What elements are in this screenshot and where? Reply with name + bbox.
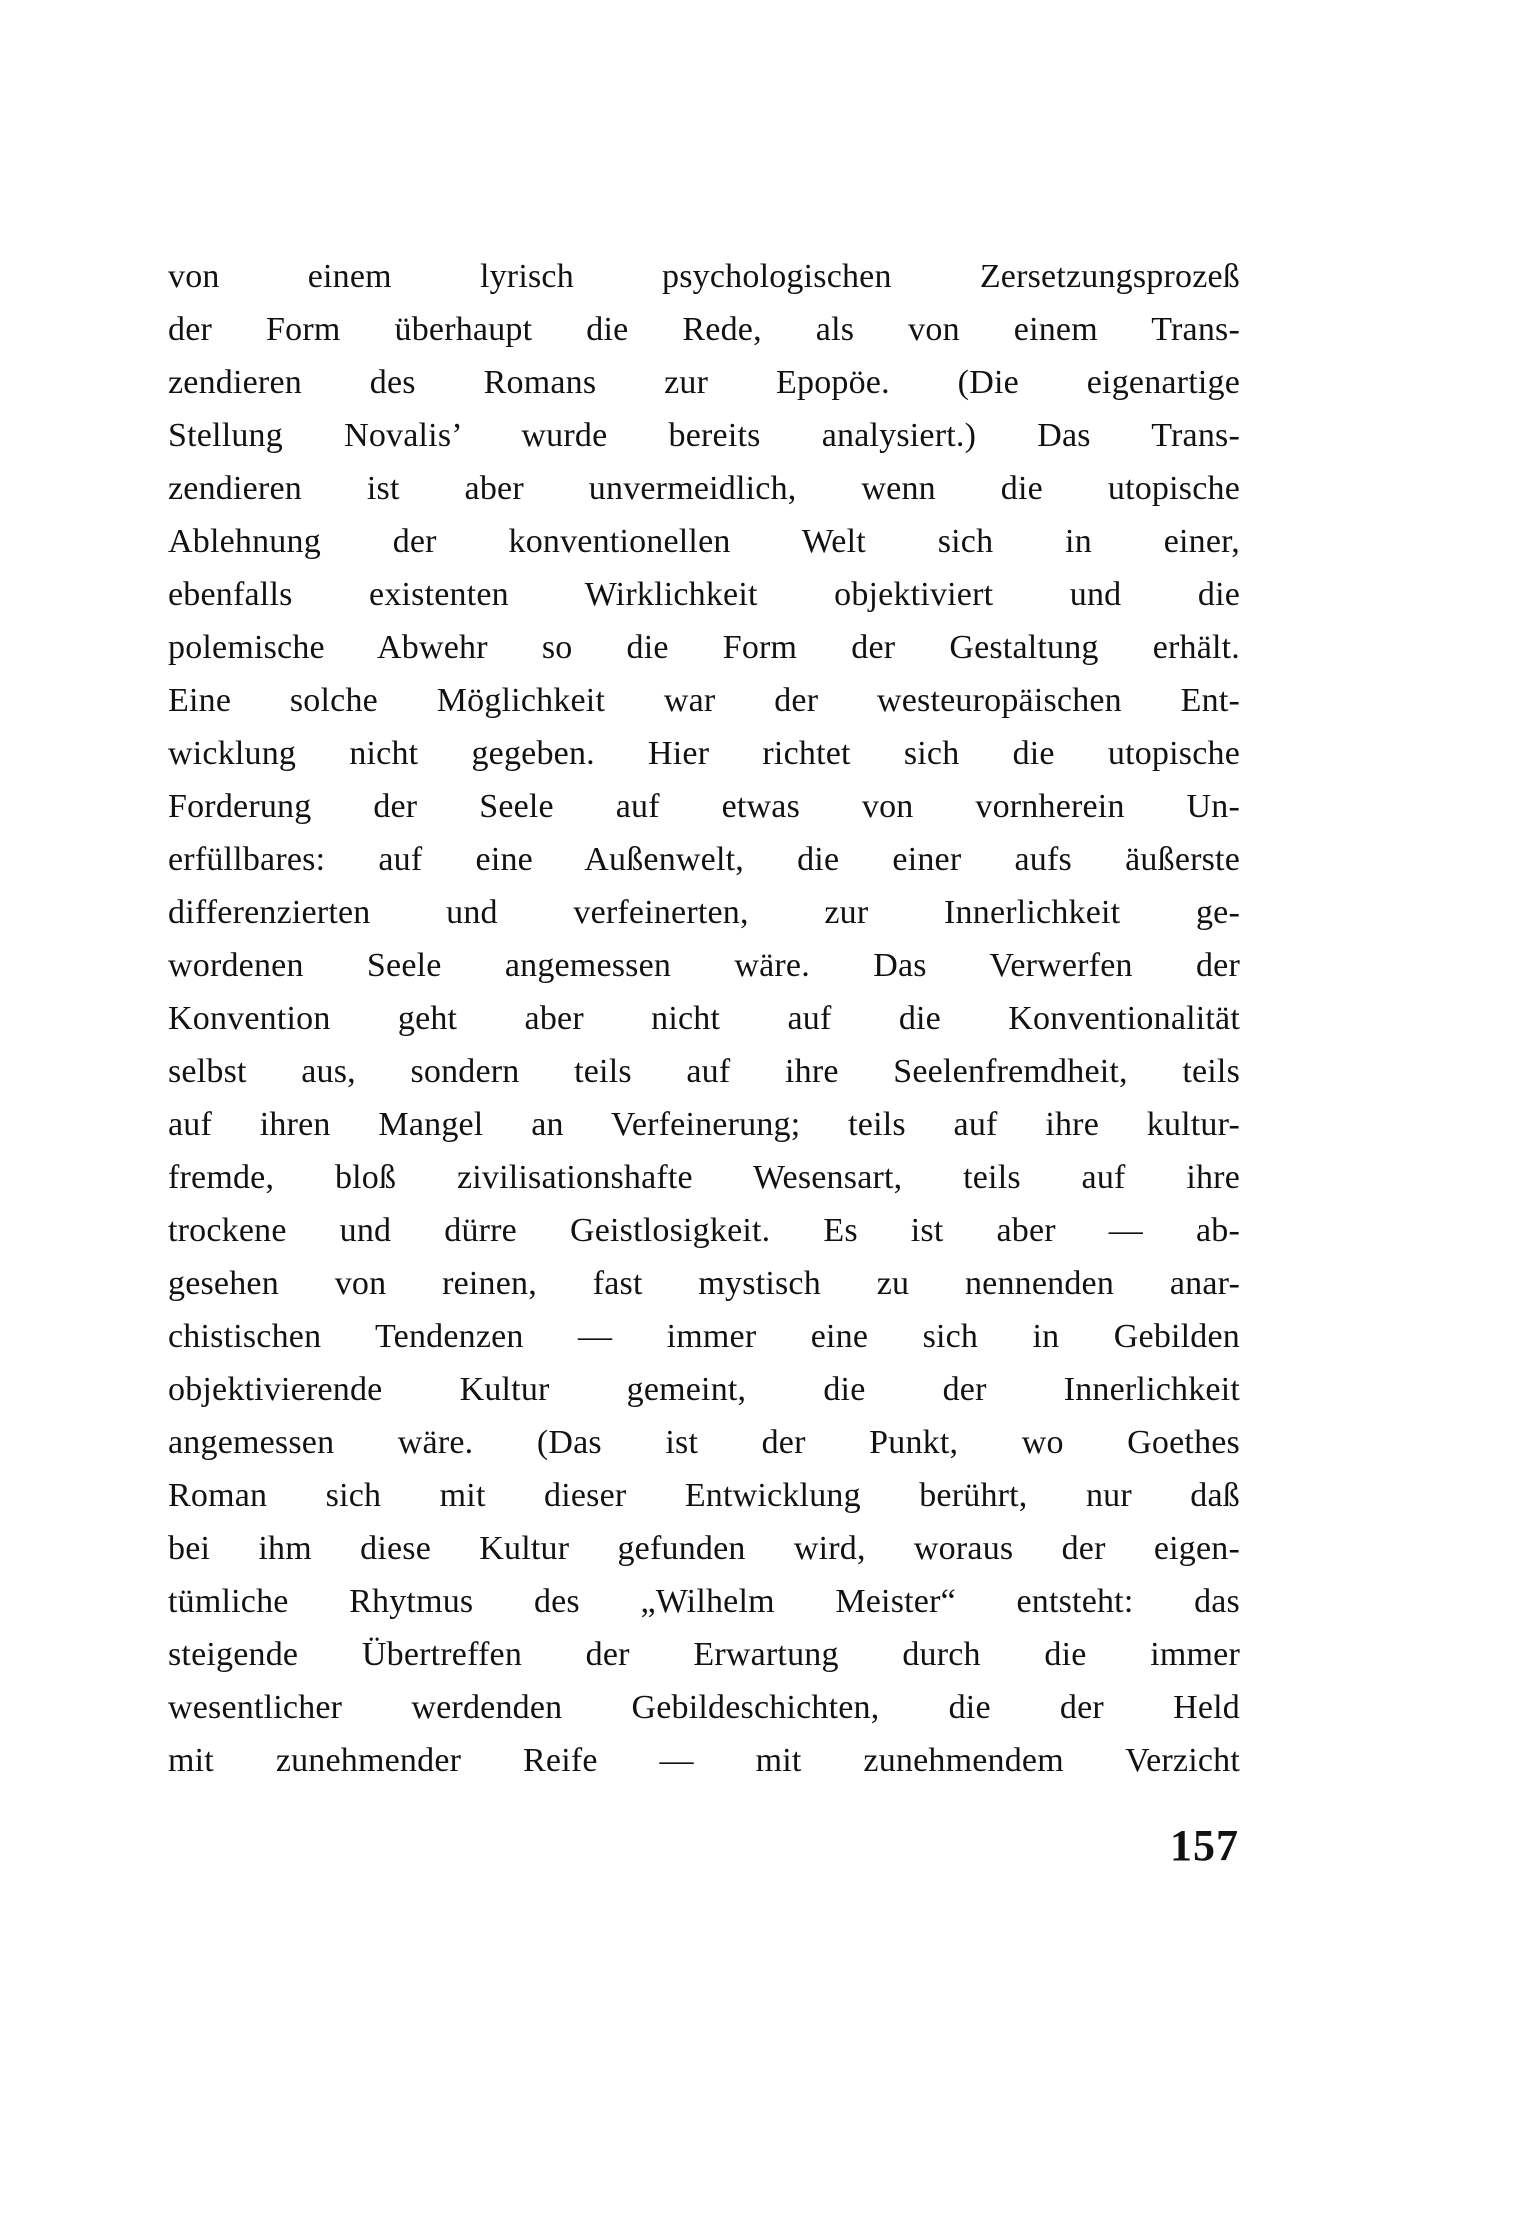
text-line: wicklung nicht gegeben. Hier richtet sich die utopische [168, 735, 1240, 772]
text-line: selbst aus, sondern teils auf ihre Seelenfremdheit, teils [168, 1053, 1240, 1090]
text-line: bei ihm diese Kultur gefunden wird, woraus der eigen- [168, 1530, 1240, 1567]
text-line: wesentlicher werdenden Gebildeschichten, die der Held [168, 1689, 1240, 1726]
text-line: chistischen Tendenzen — immer eine sich in Gebilden [168, 1318, 1240, 1355]
text-line: gesehen von reinen, fast mystisch zu nennenden anar- [168, 1265, 1240, 1302]
text-line: ebenfalls existenten Wirklichkeit objektiviert und die [168, 576, 1240, 613]
text-line: tümliche Rhytmus des „Wilhelm Meister“ entsteht: das [168, 1583, 1240, 1620]
page-text-block [168, 250, 1240, 1787]
text-line: mit zunehmender Reife — mit zunehmendem Verzicht [168, 1742, 1240, 1779]
page-number: 157 [1170, 1821, 1239, 1870]
text-line: polemische Abwehr so die Form der Gestaltung erhält. [168, 629, 1240, 666]
text-line: Eine solche Möglichkeit war der westeuropäischen Ent- [168, 682, 1240, 719]
text-line: trockene und dürre Geistlosigkeit. Es ist aber — ab- [168, 1212, 1240, 1249]
text-line: wordenen Seele angemessen wäre. Das Verwerfen der [168, 947, 1240, 984]
text-line: steigende Übertreffen der Erwartung durch die immer [168, 1636, 1240, 1673]
text-line: erfüllbares: auf eine Außenwelt, die einer aufs äußerste [168, 841, 1240, 878]
text-line: der Form überhaupt die Rede, als von einem Trans- [168, 311, 1240, 348]
text-line: differenzierten und verfeinerten, zur Innerlichkeit ge- [168, 894, 1240, 931]
text-line: angemessen wäre. (Das ist der Punkt, wo Goethes [168, 1424, 1240, 1461]
text-line: fremde, bloß zivilisationshafte Wesensart, teils auf ihre [168, 1159, 1240, 1196]
text-line: auf ihren Mangel an Verfeinerung; teils auf ihre kultur- [168, 1106, 1240, 1143]
text-line: von einem lyrisch psychologischen Zersetzungsprozeß [168, 258, 1240, 295]
text-line: objektivierende Kultur gemeint, die der Innerlichkeit [168, 1371, 1240, 1408]
text-line: Ablehnung der konventionellen Welt sich in einer, [168, 523, 1240, 560]
text-line: Roman sich mit dieser Entwicklung berührt, nur daß [168, 1477, 1240, 1514]
text-line: Stellung Novalis’ wurde bereits analysiert.) Das Trans- [168, 417, 1240, 454]
text-line: Konvention geht aber nicht auf die Konventionalität [168, 1000, 1240, 1037]
text-line: Forderung der Seele auf etwas von vornherein Un- [168, 788, 1240, 825]
text-line: zendieren des Romans zur Epopöe. (Die eigenartige [168, 364, 1240, 401]
text-line: zendieren ist aber unvermeidlich, wenn die utopische [168, 470, 1240, 507]
